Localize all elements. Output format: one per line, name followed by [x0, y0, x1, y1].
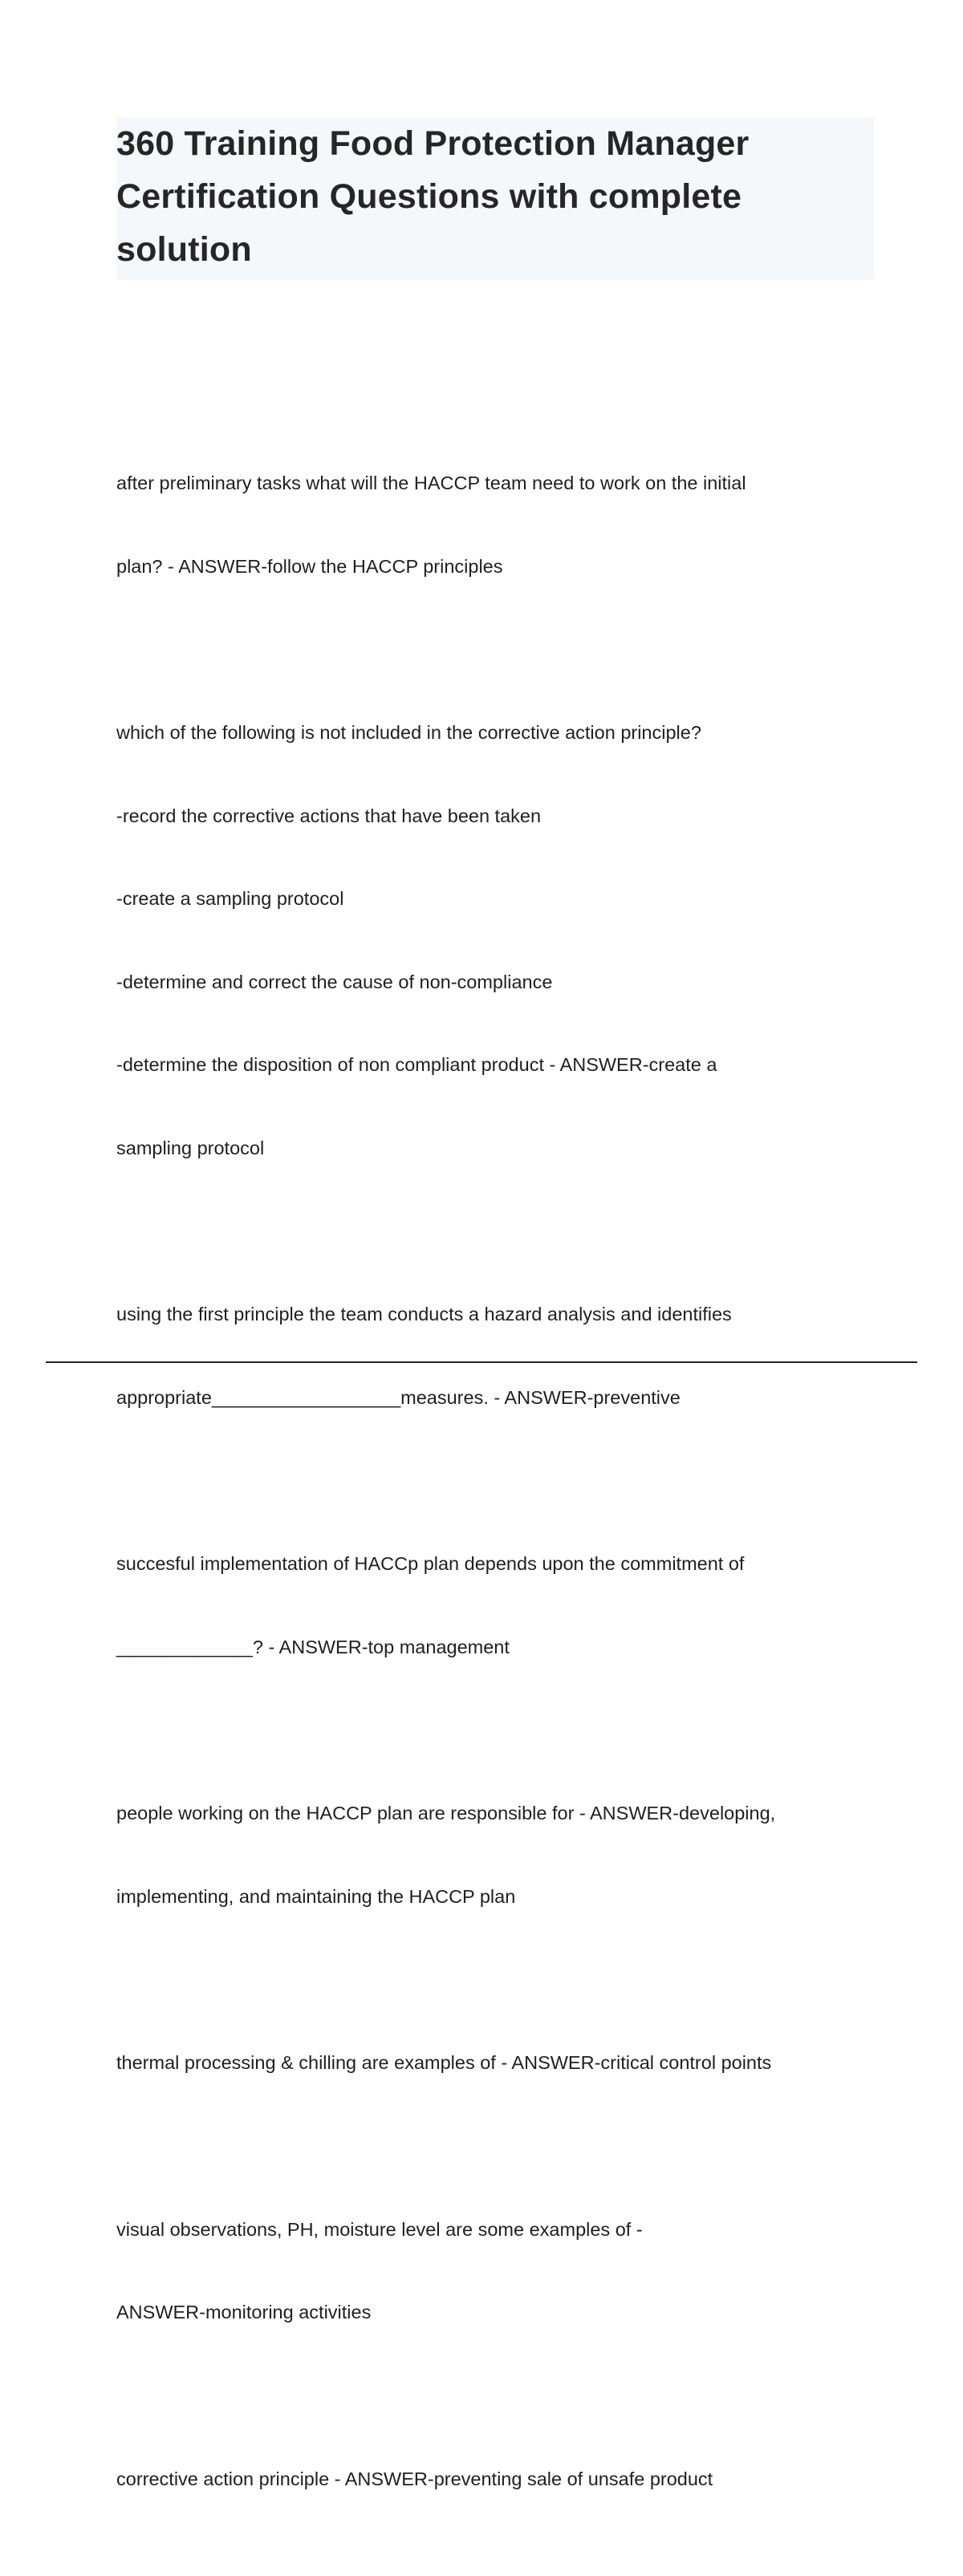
- title-line: Certification Questions with complete: [116, 177, 742, 216]
- qa-item: [116, 1245, 887, 1466]
- qa-item: [116, 2410, 887, 2549]
- qa-line: succesful implementation of HACCp plan depends upon the commitment of: [116, 1553, 745, 1574]
- qa-line: thermal processing & chilling are examples of - ANSWER-critical control points: [116, 2052, 772, 2073]
- qa-line: plan? - ANSWER-follow the HACCP principles: [116, 555, 503, 577]
- qa-line: -record the corrective actions that have been taken: [116, 805, 542, 826]
- qa-line: visual observations, PH, moisture level are some examples of -: [116, 2218, 643, 2240]
- qa-line: after preliminary tasks what will the HACCP team need to work on the initial: [116, 473, 746, 493]
- qa-line: which of the following is not included in the corrective action principle?: [116, 722, 701, 743]
- qa-line: corrective action principle - ANSWER-preventing sale of unsafe product: [116, 2468, 713, 2489]
- title-line: 360 Training Food Protection Manager: [116, 124, 750, 163]
- title-line: solution: [116, 230, 252, 269]
- qa-line: -determine and correct the cause of non-compliance: [116, 971, 553, 992]
- qa-item: [116, 663, 887, 1217]
- qa-item: [116, 414, 887, 635]
- qa-list: [116, 414, 887, 2576]
- document-title: [116, 117, 874, 276]
- qa-line: ANSWER-monitoring activities: [116, 2302, 372, 2322]
- qa-line: -create a sampling protocol: [116, 888, 344, 909]
- footer-divider: [46, 1361, 917, 1363]
- title-banner: [116, 117, 874, 280]
- qa-line: implementing, and maintaining the HACCP plan: [116, 1885, 516, 1907]
- qa-line: appropriate__________________measures. - ANSWER-preventive: [116, 1386, 681, 1408]
- qa-line: -determine the disposition of non compliant product - ANSWER-create a: [116, 1054, 717, 1075]
- qa-line: people working on the HACCP plan are responsible for - ANSWER-developing,: [116, 1803, 776, 1823]
- qa-line: sampling protocol: [116, 1137, 265, 1158]
- qa-line: _____________? - ANSWER-top management: [116, 1636, 510, 1657]
- qa-item: [116, 1994, 887, 2132]
- qa-item: [116, 1495, 887, 1716]
- qa-item: [116, 1744, 887, 1965]
- qa-line: using the first principle the team conducts a hazard analysis and identifies: [116, 1304, 732, 1325]
- qa-item: [116, 2160, 887, 2382]
